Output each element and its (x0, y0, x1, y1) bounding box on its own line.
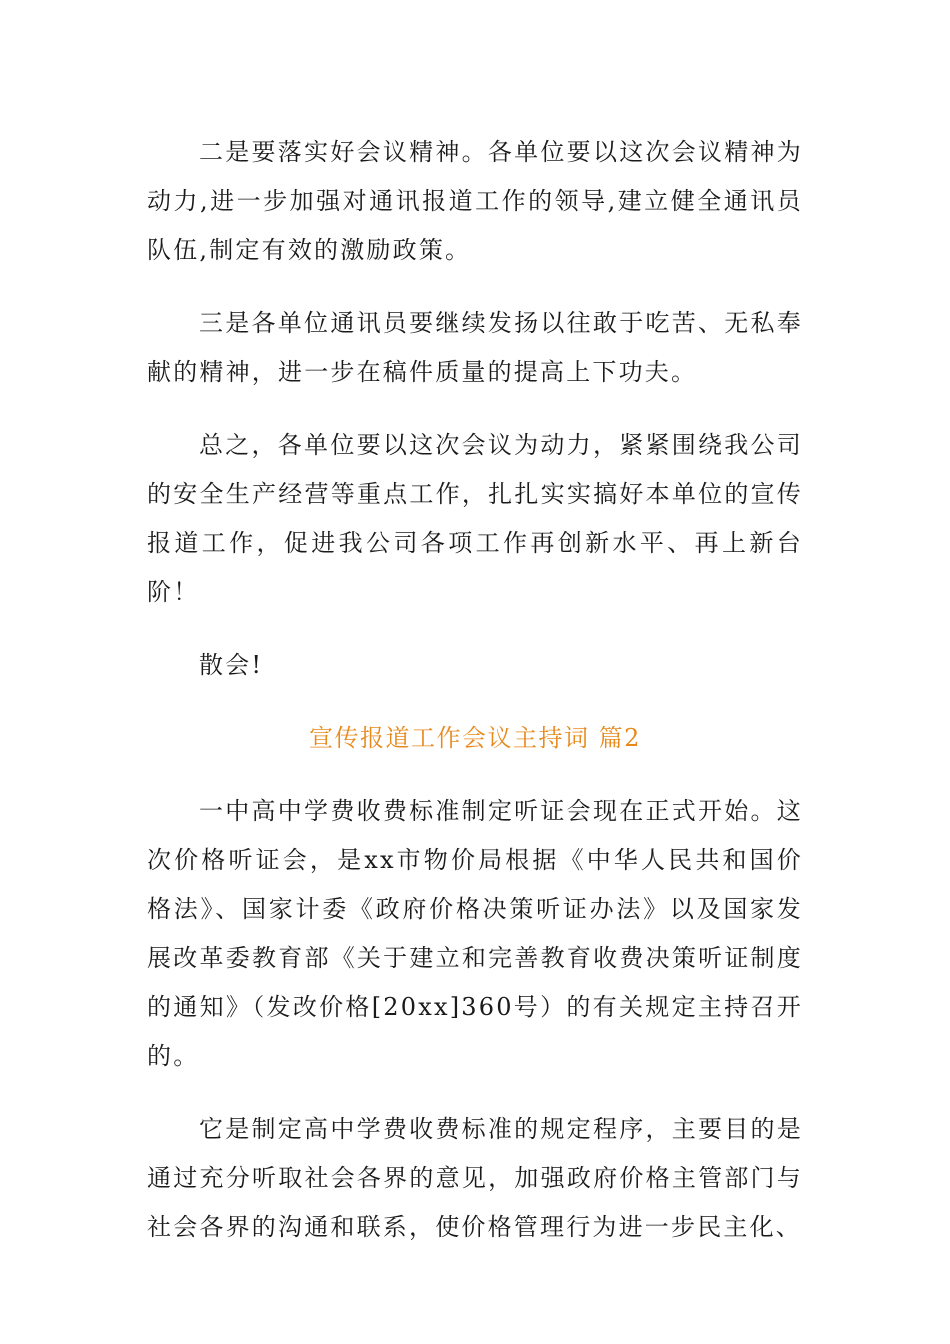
paragraph-implement-spirit: 二是要落实好会议精神。各单位要以这次会议精神为动力,进一步加强对通讯报道工作的领导,建立健全通讯员队伍,制定有效的激励政策。 (147, 138, 803, 264)
paragraph-conclusion: 总之，各单位要以这次会议为动力，紧紧围绕我公司的安全生产经营等重点工作，扎扎实实搞好本单位的宣传报道工作，促进我公司各项工作再创新水平、再上新台阶！ (147, 431, 803, 606)
document-body (147, 128, 803, 1252)
paragraph-hearing-opening: 一中高中学费收费标准制定听证会现在正式开始。这次价格听证会，是xx市物价局根据《中华人民共和国价格法》、国家计委《政府价格决策听证办法》以及国家发展改革委教育部《关于建立和完善教育收费决策听证制度的通知》（发改价格[20xx]360号）的有关规定主持召开的。 (147, 797, 803, 1070)
paragraph-correspondents: 三是各单位通讯员要继续发扬以往敢于吃苦、无私奉献的精神，进一步在稿件质量的提高上下功夫。 (147, 309, 803, 386)
paragraph-adjourn: 散会! (199, 651, 264, 679)
section-heading: 宣传报道工作会议主持词 篇2 (309, 724, 641, 752)
paragraph-hearing-purpose: 它是制定高中学费收费标准的规定程序，主要目的是通过充分听取社会各界的意见，加强政府价格主管部门与社会各界的沟通和联系，使价格管理行为进一步民主化、 (147, 1115, 803, 1241)
